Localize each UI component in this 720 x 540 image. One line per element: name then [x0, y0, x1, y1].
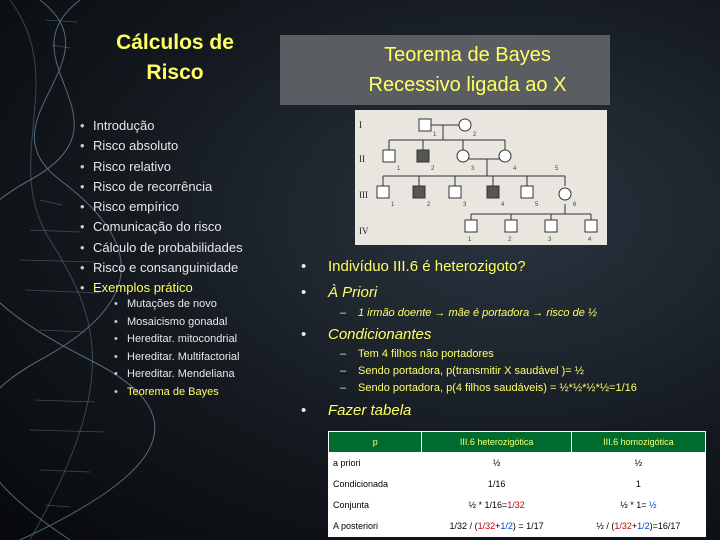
- row-label: A posteriori: [329, 516, 422, 537]
- table-row: [329, 495, 706, 516]
- menu-item[interactable]: • Comunicação do risco: [80, 217, 243, 237]
- submenu-item[interactable]: • Hereditar. Mendeliana: [114, 366, 240, 384]
- node-number: 2: [431, 166, 435, 172]
- node-number: 4: [588, 237, 592, 243]
- cell-text-blue: 1/2: [637, 521, 650, 531]
- table-row: [329, 516, 706, 537]
- node-number: 2: [473, 132, 477, 138]
- bullet-a-priori-text: À Priori: [328, 284, 378, 301]
- table-header-row: [329, 432, 706, 453]
- bullet-fazer-tabela: • Fazer tabela: [301, 402, 412, 419]
- row-label: Conjunta: [329, 495, 422, 516]
- cell-text: 1/32 / (: [449, 521, 478, 531]
- slide-title-line1: Teorema de Bayes: [384, 44, 551, 66]
- menu-item[interactable]: • Risco absoluto: [80, 136, 243, 156]
- cell-text-blue: ½: [649, 500, 657, 510]
- sub-bullet: – 1 irmão doente → mãe é portadora → risco de ½: [340, 307, 598, 319]
- submenu-item[interactable]: • Mosaicismo gonadal: [114, 314, 240, 332]
- node-number: 5: [555, 166, 559, 172]
- row-label: Condicionada: [329, 474, 422, 495]
- cell-text: ½ * 1=: [620, 500, 649, 510]
- cell-text: +: [631, 521, 638, 531]
- cell: 1: [571, 474, 705, 495]
- node-number: 3: [548, 237, 552, 243]
- sub-bullet: – Tem 4 filhos não portadores: [340, 348, 494, 360]
- submenu-item-active[interactable]: • Teorema de Bayes: [114, 384, 240, 402]
- node-number: 1: [433, 132, 437, 138]
- cell-text: )=16/17: [649, 521, 681, 531]
- submenu-item[interactable]: • Hereditar. Multifactorial: [114, 349, 240, 367]
- menu-item[interactable]: • Risco de recorrência: [80, 177, 243, 197]
- node-number: 2: [508, 237, 512, 243]
- bullet-a-priori: • À Priori: [301, 284, 378, 301]
- table-row: [329, 453, 706, 474]
- submenu-item[interactable]: • Hereditar. mitocondrial: [114, 331, 240, 349]
- node-number: 3: [471, 166, 475, 172]
- bullet-question: • Indivíduo III.6 é heterozigoto?: [301, 258, 526, 275]
- menu-item-active[interactable]: • Exemplos prático: [80, 278, 243, 298]
- gen-label: III: [359, 190, 368, 200]
- menu-item[interactable]: • Risco relativo: [80, 157, 243, 177]
- menu-item[interactable]: • Introdução: [80, 116, 243, 136]
- gen-label: I: [359, 120, 362, 130]
- node-number: 4: [501, 202, 505, 208]
- cell: [422, 495, 571, 516]
- sub-bullet-text: 1 irmão doente → mãe é portadora → risco de ½: [358, 307, 598, 319]
- cell: [571, 495, 705, 516]
- header-cell: III.6 heterozigótica: [422, 432, 571, 453]
- node-number: 5: [535, 202, 539, 208]
- submenu-item[interactable]: • Mutações de novo: [114, 296, 240, 314]
- sub-bullet: – Sendo portadora, p(transmitir X saudável )= ½: [340, 365, 584, 377]
- node-number: 1: [391, 202, 395, 208]
- cell: [422, 516, 571, 537]
- node-number: 4: [513, 166, 517, 172]
- topic-submenu: [114, 296, 240, 401]
- bullet-condicionantes: • Condicionantes: [301, 326, 432, 343]
- pedigree-figure: [355, 110, 607, 245]
- slide-title-left: Cálculos de Risco: [116, 31, 234, 84]
- cell-text: +: [495, 521, 501, 531]
- slide-title-line2: Recessivo ligada ao X: [368, 74, 567, 96]
- cell-text: ½ / (: [596, 521, 615, 531]
- bullet-condicionantes-text: Condicionantes: [328, 326, 432, 343]
- row-label: a priori: [329, 453, 422, 474]
- header-cell: III.6 homozigótica: [571, 432, 705, 453]
- table-row: [329, 474, 706, 495]
- bayes-table: [328, 431, 706, 537]
- gen-label: II: [359, 154, 365, 164]
- sub-bullet-text: Sendo portadora, p(transmitir X saudável )= ½: [358, 365, 584, 377]
- node-number: 2: [427, 202, 431, 208]
- node-number: 1: [468, 237, 472, 243]
- slide-title-box: [280, 35, 610, 105]
- node-number: 6: [573, 202, 577, 208]
- sub-bullet: – Sendo portadora, p(4 filhos saudáveis) = ½*½*½*½=1/16: [340, 382, 637, 394]
- cell-text-blue: 1/2: [500, 521, 513, 531]
- sub-bullet-text: Tem 4 filhos não portadores: [358, 348, 494, 360]
- cell: ½: [571, 453, 705, 474]
- sub-bullet-text: Sendo portadora, p(4 filhos saudáveis) = ½*½*½*½=1/16: [358, 382, 637, 394]
- topic-menu: [80, 116, 243, 299]
- bullet-fazer-tabela-text: Fazer tabela: [328, 402, 412, 419]
- cell-text-red: 1/32: [477, 521, 496, 531]
- bullet-question-text: Indivíduo III.6 é heterozigoto?: [328, 258, 526, 275]
- menu-item[interactable]: • Risco empírico: [80, 197, 243, 217]
- cell-text-red: 1/32: [507, 500, 525, 510]
- node-number: 1: [397, 166, 401, 172]
- cell-text-red: 1/32: [614, 521, 632, 531]
- cell: [571, 516, 705, 537]
- cell-text: ½ * 1/16=: [468, 500, 508, 510]
- gen-label: IV: [359, 226, 369, 236]
- menu-item[interactable]: • Cálculo de probabilidades: [80, 238, 243, 258]
- cell: ½: [422, 453, 571, 474]
- cell-text: ) = 1/17: [512, 521, 544, 531]
- header-cell: p: [329, 432, 422, 453]
- menu-item[interactable]: • Risco e consanguinidade: [80, 258, 243, 278]
- cell: 1/16: [422, 474, 571, 495]
- node-number: 3: [463, 202, 467, 208]
